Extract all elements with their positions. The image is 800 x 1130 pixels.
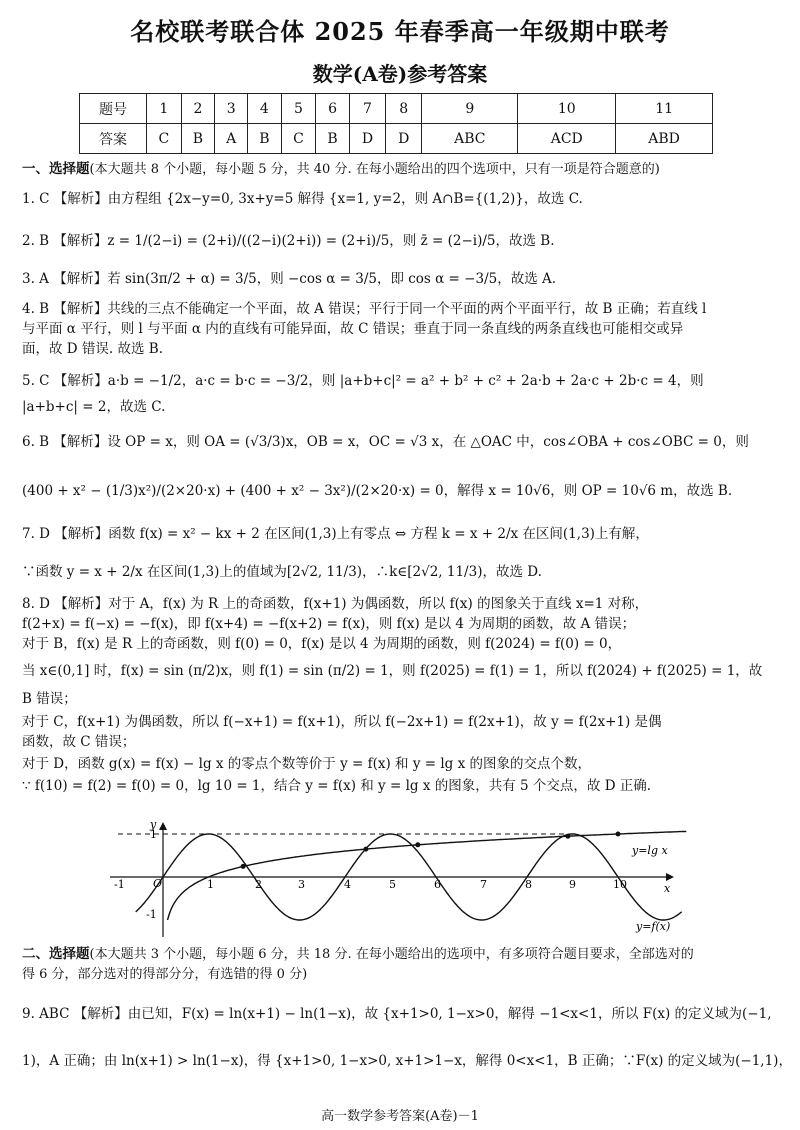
- x-tick: 9: [569, 878, 576, 891]
- page-title: 名校联考联合体 2025 年春季高一年级期中联考: [130, 17, 670, 46]
- question-number: 5: [281, 94, 316, 124]
- question-number: 6: [316, 94, 349, 124]
- origin-label: O: [153, 877, 163, 890]
- x-tick: 4: [344, 878, 351, 891]
- section-1-note: (本大题共 8 个小题，每小题 5 分，共 40 分. 在每小题给出的四个选项中，只有一项是符合题意的): [89, 162, 660, 177]
- answer-cell: B: [316, 124, 349, 154]
- solution-q8-line: ∵ f(10) = f(2) = f(0) = 0，lg 10 = 1，结合 y = f(x) 和 y = lg x 的图象，共有 5 个交点，故 D 正确.: [22, 778, 652, 794]
- intersection-point: [616, 832, 621, 837]
- solution-q9-line: 9. ABC 【解析】由已知，F(x) = ln(x+1) − ln(1−x)，故 {x+1>0, 1−x>0，解得 −1<x<1，所以 F(x) 的定义域为(−1,: [22, 1006, 772, 1022]
- solution-q8-line: f(2+x) = f(−x) = −f(x)，即 f(x+4) = −f(x+2) = f(x)，则 f(x) 是以 4 为周期的函数，故 A 错误；: [22, 616, 636, 632]
- f-curve-label: y=f(x): [636, 920, 671, 933]
- intersection-points: [241, 832, 621, 869]
- question-number: 9: [422, 94, 518, 124]
- page-subtitle: 数学(A卷)参考答案: [312, 62, 488, 86]
- solution-q8-line: B 错误；: [22, 691, 77, 707]
- question-number: 3: [215, 94, 248, 124]
- x-tick: 3: [298, 878, 305, 891]
- solution-q3: 3. A 【解析】若 sin(3π/2 + α) = 3/5，则 −cos α = 3/5，即 cos α = −3/5，故选 A.: [22, 271, 557, 287]
- solution-q2: 2. B 【解析】z = 1/(2−i) = (2+i)/((2−i)(2+i)) = (2+i)/5，则 z̄ = (2−i)/5，故选 B.: [22, 233, 555, 249]
- solution-q4-line: 4. B 【解析】共线的三点不能确定一个平面，故 A 错误；平行于同一个平面的两个平面平行，故 B 正确；若直线 l: [22, 301, 707, 317]
- intersection-point: [565, 834, 570, 839]
- solution-q6-line: (400 + x² − (1/3)x²)/(2×20·x) + (400 + x² − 3x²)/(2×20·x) = 0，解得 x = 10√6，则 OP = 10√6 m，故选 B.: [22, 483, 733, 499]
- solution-q8-line: 对于 B，f(x) 是 R 上的奇函数，则 f(0) = 0，f(x) 是以 4 为周期的函数，则 f(2024) = f(0) = 0，: [22, 636, 622, 652]
- function-graph: [110, 822, 690, 940]
- y-tick-1: 1: [150, 828, 157, 841]
- section-1-heading: 一、选择题: [22, 161, 90, 177]
- question-number: 10: [518, 94, 616, 124]
- answer-cell: A: [215, 124, 248, 154]
- intersection-point: [241, 864, 246, 869]
- question-number: 1: [147, 94, 182, 124]
- x-tick: 2: [255, 878, 262, 891]
- row-label: 题号: [80, 94, 147, 124]
- row-label: 答案: [80, 124, 147, 154]
- question-number: 2: [181, 94, 214, 124]
- x-tick: 7: [480, 878, 487, 891]
- x-tick: -1: [114, 878, 125, 891]
- x-axis-label: x: [664, 882, 671, 895]
- answer-cell: B: [181, 124, 214, 154]
- section-2-note: (本大题共 3 个小题，每小题 6 分，共 18 分. 在每小题给出的选项中，有多项符合题目要求，全部选对的: [89, 947, 694, 962]
- solution-q8-line: 对于 D，函数 g(x) = f(x) − lg x 的零点个数等价于 y = f(x) 和 y = lg x 的图象的交点个数，: [22, 756, 591, 772]
- question-number: 11: [616, 94, 713, 124]
- x-tick: 1: [207, 878, 214, 891]
- answer-cell: C: [281, 124, 316, 154]
- solution-q4-line: 面，故 D 错误. 故选 B.: [22, 341, 163, 357]
- y-axis-label: y: [150, 822, 157, 831]
- solution-q8-line: 函数，故 C 错误；: [22, 734, 136, 750]
- answer-cell: D: [386, 124, 422, 154]
- solution-q5-line: |a+b+c| = 2，故选 C.: [22, 399, 166, 415]
- solution-q6-line: 6. B 【解析】设 OP = x，则 OA = (√3/3)x，OB = x，OC = √3 x，在 △OAC 中，cos∠OBA + cos∠OBC = 0，则: [22, 434, 749, 450]
- solution-q7-line: 7. D 【解析】函数 f(x) = x² − kx + 2 在区间(1,3)上有零点 ⇔ 方程 k = x + 2/x 在区间(1,3)上有解，: [22, 526, 649, 542]
- question-number: 8: [386, 94, 422, 124]
- answer-cell: ACD: [518, 124, 616, 154]
- x-tick: 6: [434, 878, 441, 891]
- section-2-heading: 二、选择题: [22, 946, 90, 962]
- solution-q7-line: ∵函数 y = x + 2/x 在区间(1,3)上的值域为[2√2, 11/3)，∴k∈[2√2, 11/3)，故选 D.: [22, 564, 542, 580]
- section-2-header: [22, 945, 782, 964]
- x-tick: 5: [389, 878, 396, 891]
- x-tick: 10: [613, 878, 627, 891]
- solution-q8-line: 8. D 【解析】对于 A，f(x) 为 R 上的奇函数，f(x+1) 为偶函数，所以 f(x) 的图象关于直线 x=1 对称，: [22, 596, 649, 612]
- answer-table-number-row: [80, 94, 713, 124]
- question-number: 7: [349, 94, 385, 124]
- solution-q8-line: 当 x∈(0,1] 时，f(x) = sin (π/2)x，则 f(1) = sin (π/2) = 1，则 f(2025) = f(1) = 1，所以 f(2024) + f(2025) = 1，故: [22, 663, 763, 679]
- solution-q1: 1. C 【解析】由方程组 {2x−y=0, 3x+y=5 解得 {x=1, y=2，则 A∩B={(1,2)}，故选 C.: [22, 191, 583, 207]
- answer-table: [79, 93, 713, 154]
- answer-table-answer-row: [80, 124, 713, 154]
- solution-q9-line: 1)，A 正确；由 ln(x+1) > ln(1−x)，得 {x+1>0, 1−x>0, x+1>1−x，解得 0<x<1，B 正确；∵F(x) 的定义域为(−1,1)，: [22, 1053, 792, 1069]
- lg-curve-label: y=lg x: [632, 844, 668, 857]
- question-number: 4: [248, 94, 281, 124]
- answer-cell: ABD: [616, 124, 713, 154]
- solution-q8-line: 对于 C，f(x+1) 为偶函数，所以 f(−x+1) = f(x+1)，所以 f(−2x+1) = f(2x+1)，故 y = f(2x+1) 是偶: [22, 714, 662, 730]
- intersection-point: [363, 847, 368, 852]
- x-axis-arrow: [666, 873, 674, 881]
- answer-cell: B: [248, 124, 281, 154]
- answer-cell: C: [147, 124, 182, 154]
- page-footer: 高一数学参考答案(A卷)－1: [321, 1109, 479, 1124]
- y-axis-arrow: [159, 822, 167, 830]
- solution-q5-line: 5. C 【解析】a·b = −1/2，a·c = b·c = −3/2，则 |a+b+c|² = a² + b² + c² + 2a·b + 2a·c + 2b·c = 4，则: [22, 373, 704, 389]
- section-2-note-cont: 得 6 分，部分选对的得部分分，有选错的得 0 分): [22, 967, 308, 982]
- y-tick-neg1: -1: [146, 908, 157, 921]
- answer-cell: D: [349, 124, 385, 154]
- section-1-header: [22, 160, 782, 179]
- answer-cell: ABC: [422, 124, 518, 154]
- lg-x-curve: [168, 831, 687, 920]
- intersection-point: [415, 842, 420, 847]
- x-tick: 8: [525, 878, 532, 891]
- solution-q4-line: 与平面 α 平行，则 l 与平面 α 内的直线有可能异面，故 C 错误；垂直于同一条直线的两条直线也可能相交或异: [22, 321, 684, 337]
